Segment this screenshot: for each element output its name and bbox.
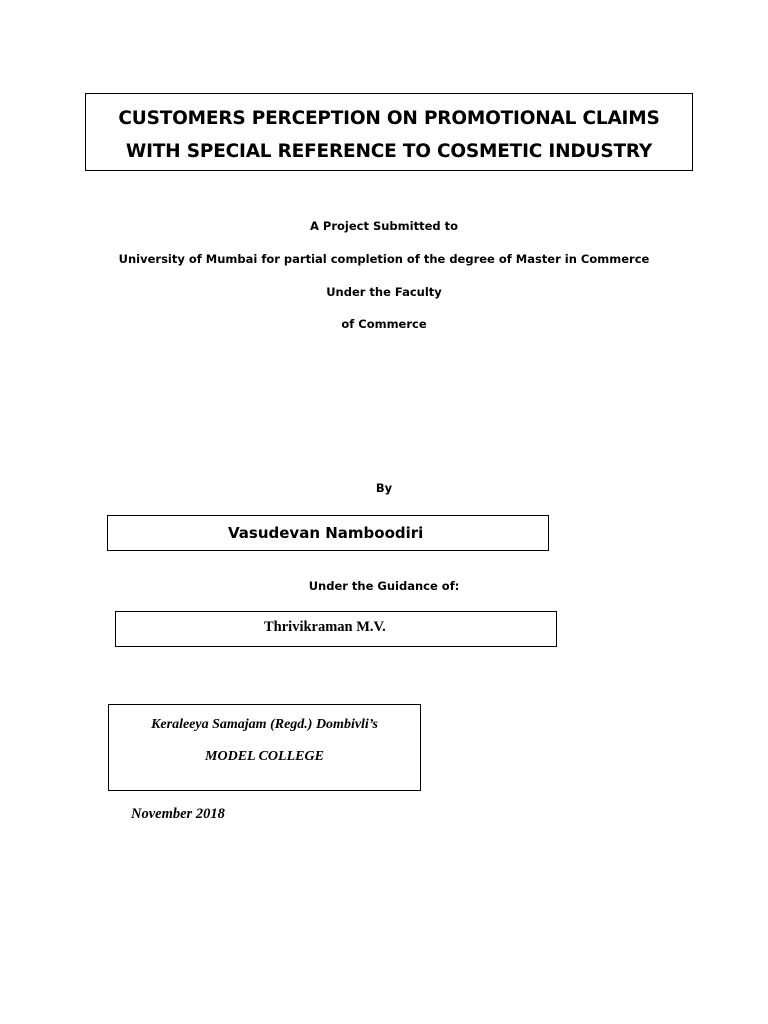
submission-line-4: of Commerce bbox=[341, 317, 427, 331]
by-label: By bbox=[375, 481, 393, 495]
guidance-label: Under the Guidance of: bbox=[308, 579, 460, 593]
guide-box bbox=[115, 611, 557, 647]
submission-line-2: University of Mumbai for partial completion of the degree of Master in Commerce bbox=[118, 252, 650, 266]
author-name: Vasudevan Namboodiri bbox=[228, 524, 424, 542]
author-box bbox=[107, 515, 549, 551]
college-line-1: Keraleeya Samajam (Regd.) Dombivli’s bbox=[151, 717, 378, 732]
title-line-1: CUSTOMERS PERCEPTION ON PROMOTIONAL CLAIMS bbox=[118, 108, 660, 129]
college-name: MODEL COLLEGE bbox=[205, 749, 324, 764]
title-line-2: WITH SPECIAL REFERENCE TO COSMETIC INDUSTRY bbox=[125, 141, 653, 162]
submission-date: November 2018 bbox=[131, 806, 225, 822]
submission-line-3: Under the Faculty bbox=[326, 285, 442, 299]
submission-line-1: A Project Submitted to bbox=[309, 219, 459, 233]
guide-name: Thrivikraman M.V. bbox=[264, 619, 386, 635]
title-box bbox=[85, 93, 693, 171]
college-box bbox=[108, 704, 421, 791]
